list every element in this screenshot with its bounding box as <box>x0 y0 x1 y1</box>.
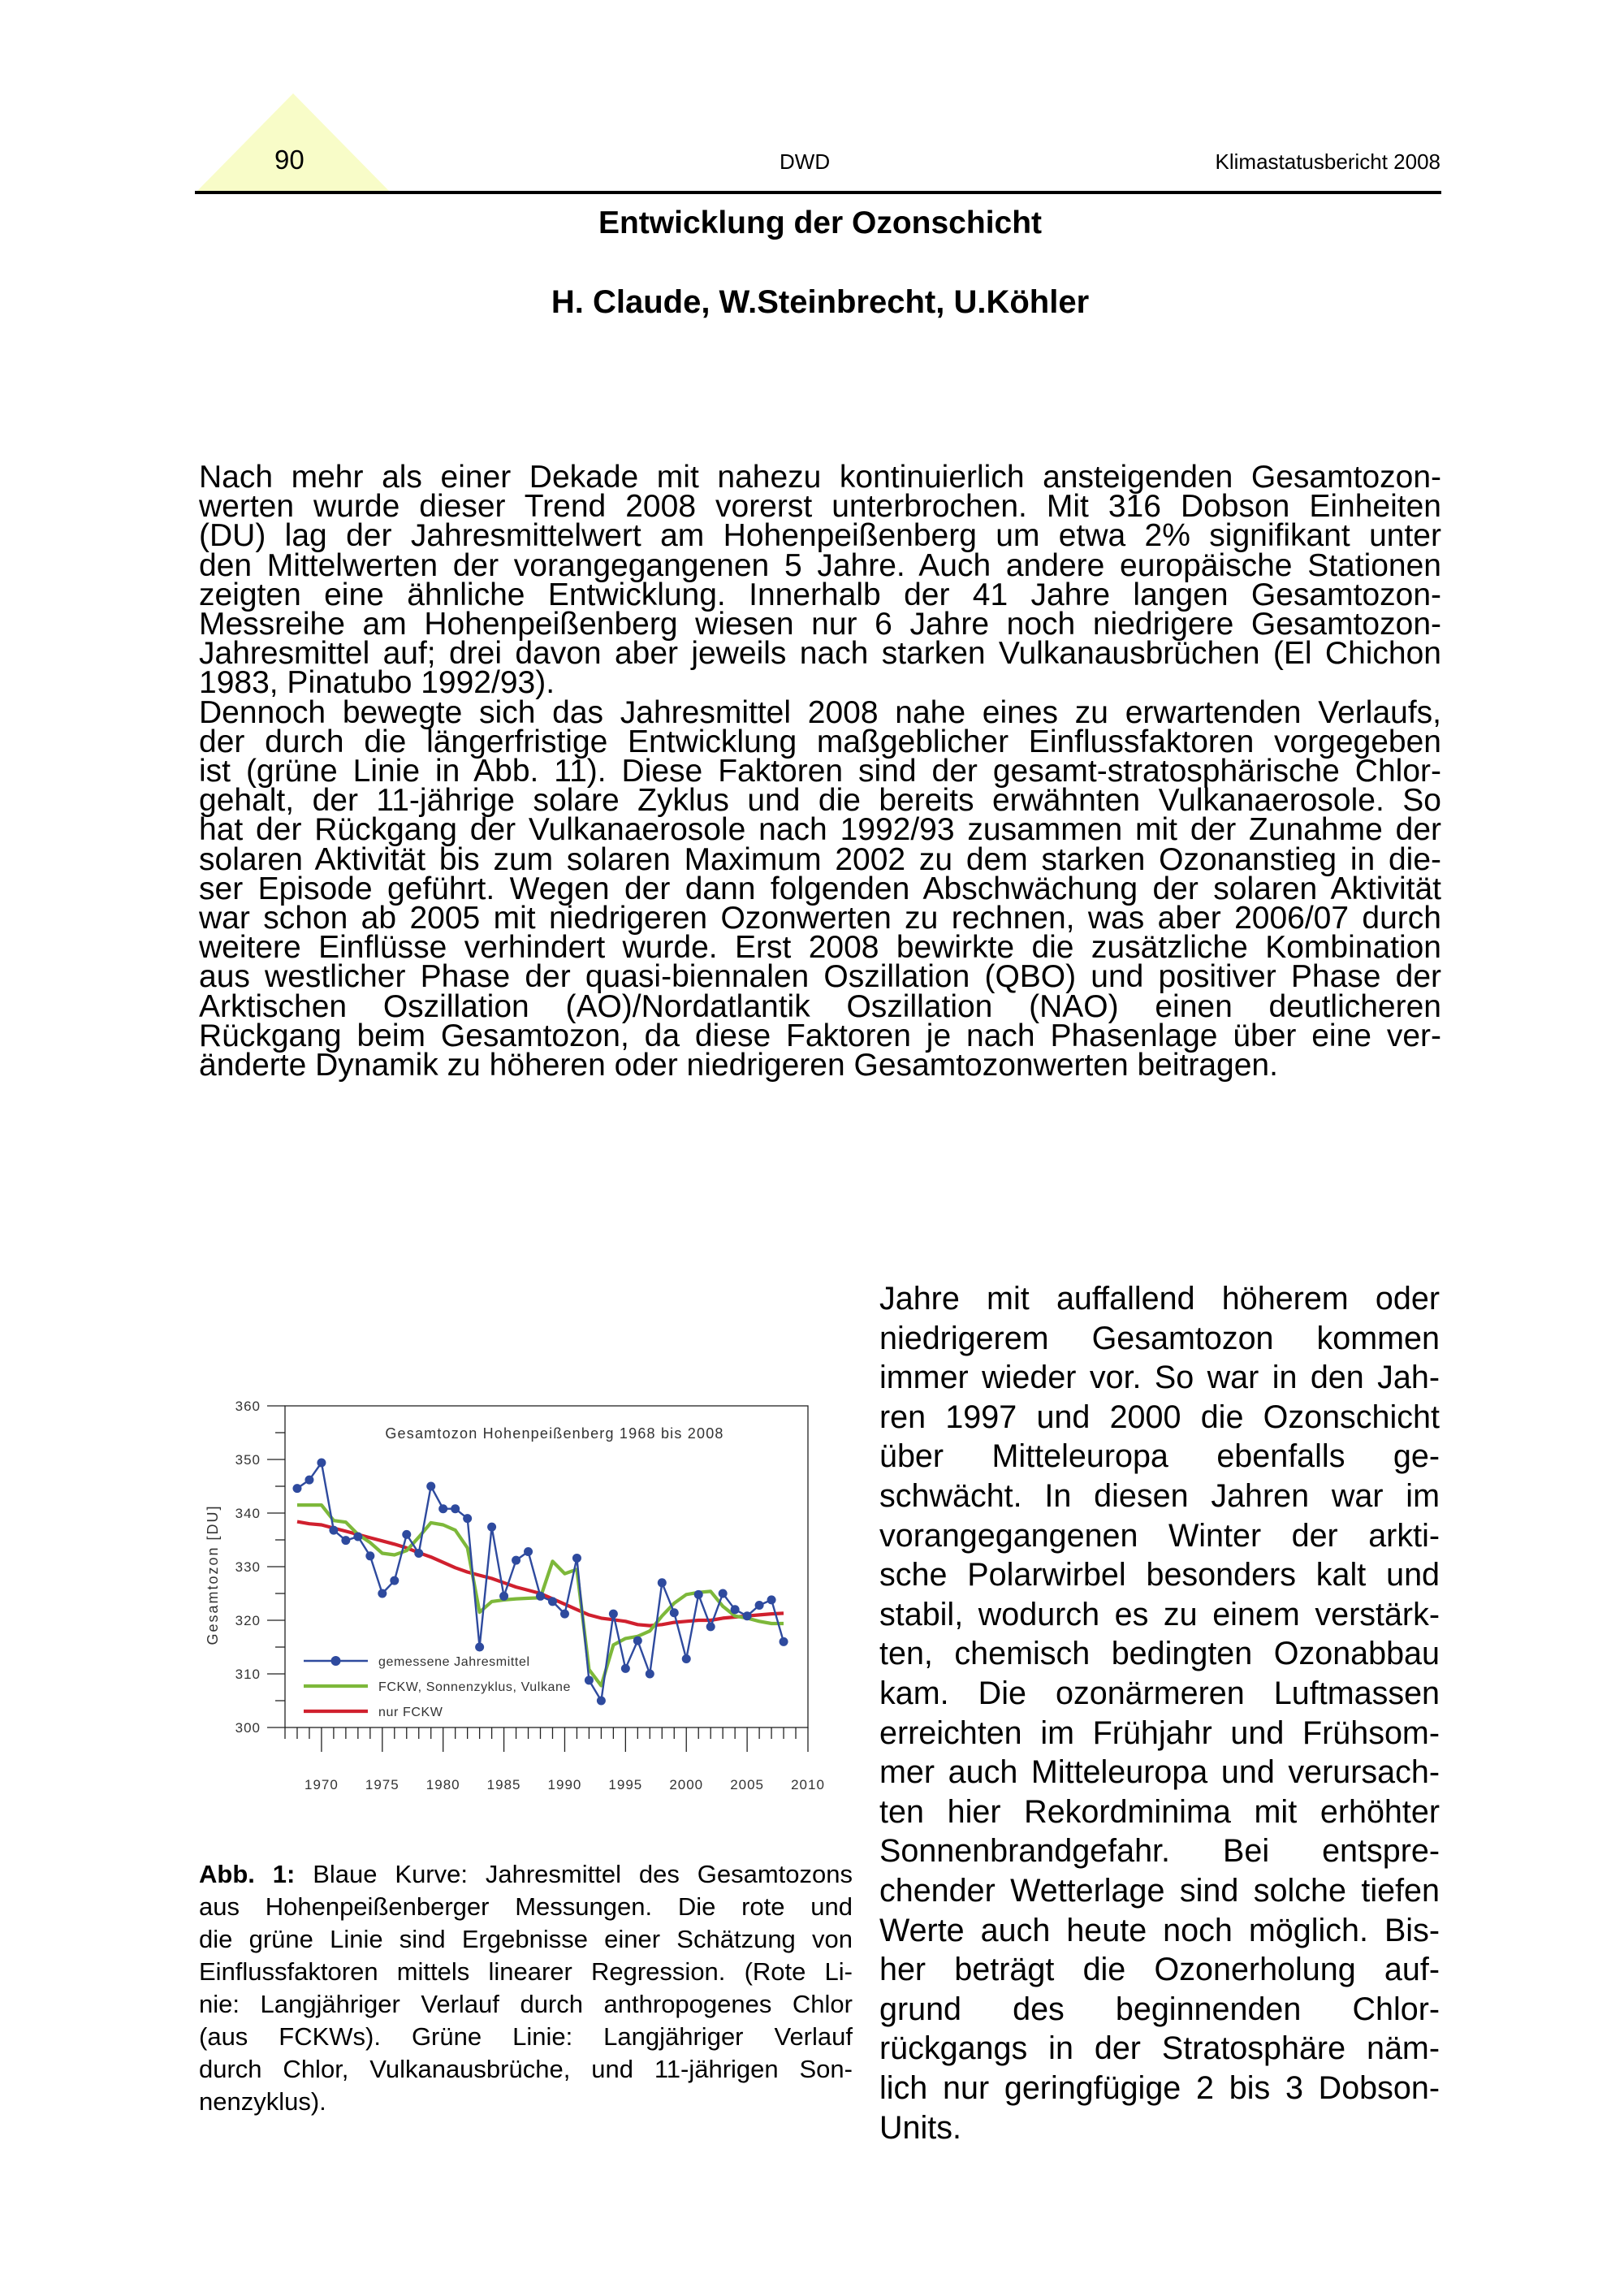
data-point <box>719 1589 728 1598</box>
data-point <box>633 1637 642 1645</box>
x-tick-label: 1995 <box>608 1777 643 1792</box>
data-point <box>512 1556 520 1565</box>
x-tick-label: 2005 <box>730 1777 765 1792</box>
right-column-line: Jahre mit auffallend höherem oder <box>879 1281 1440 1317</box>
body-line: war schon ab 2005 mit niedrigeren Ozonwerten zu rechnen, was aber 2006/07 durch <box>199 901 1441 936</box>
body-line: Nach mehr als einer Dekade mit nahezu kontinuierlich ansteigenden Gesamtozon- <box>199 460 1441 495</box>
chart-series <box>292 1458 788 1705</box>
data-point <box>341 1536 350 1545</box>
x-tick-label: 2010 <box>791 1777 825 1792</box>
body-line: werten wurde dieser Trend 2008 vorerst unterbrochen. Mit 316 Dobson Einheiten <box>199 489 1441 525</box>
y-tick-label: 310 <box>235 1667 261 1682</box>
body-line: den Mittelwerten der vorangegangenen 5 Jahre. Auch andere europäische Stationen <box>199 547 1441 583</box>
data-point <box>694 1590 703 1599</box>
data-point <box>646 1670 654 1679</box>
right-column-line: mer auch Mitteleuropa und verursach- <box>879 1754 1440 1791</box>
article-title: Entwicklung der Ozonschicht <box>598 205 1043 240</box>
right-column-line: schwächt. In diesen Jahren war im <box>879 1478 1440 1514</box>
body-line: Messreihe am Hohenpeißenberg wiesen nur 6 Jahre noch niedrigere Gesamtozon- <box>199 607 1441 642</box>
data-point <box>487 1523 496 1532</box>
right-column-line: erreichten im Frühjahr und Frühsom- <box>879 1714 1440 1751</box>
right-column-line: stabil, wodurch es zu einem verstärk- <box>879 1596 1440 1632</box>
data-point <box>743 1611 752 1620</box>
right-column-line: immer wieder vor. So war in den Jah- <box>879 1360 1440 1396</box>
caption-line: aus Hohenpeißenberger Messungen. Die rote und <box>199 1892 853 1921</box>
right-column-line: her beträgt die Ozonerholung auf- <box>879 1952 1440 1988</box>
publisher-label: DWD <box>780 149 831 174</box>
x-tick-label: 1975 <box>365 1777 400 1792</box>
data-point <box>597 1697 606 1706</box>
caption-line <box>199 1860 853 1889</box>
chart-legend <box>304 1655 571 1719</box>
x-tick-label: 1990 <box>547 1777 582 1792</box>
data-point <box>658 1578 667 1587</box>
data-point <box>402 1530 411 1539</box>
body-line: (DU) lag der Jahresmittelwert am Hohenpeißenberg um etwa 2% signifikant unter <box>199 518 1441 554</box>
page-number: 90 <box>274 145 304 175</box>
data-point <box>317 1458 326 1467</box>
body-line: Rückgang beim Gesamtozon, da diese Faktoren je nach Phasenlage über eine ver- <box>199 1018 1441 1053</box>
right-column-line: kam. Die ozonärmeren Luftmassen <box>879 1676 1440 1711</box>
caption-text: Blaue Kurve: Jahresmittel des Gesamtozons <box>295 1860 853 1888</box>
x-tick-label: 1985 <box>486 1777 521 1792</box>
data-point <box>682 1654 691 1663</box>
caption-line: die grüne Linie sind Ergebnisse einer Schätzung von <box>199 1925 853 1953</box>
data-point <box>378 1589 387 1598</box>
body-line: ist (grüne Linie in Abb. 11). Diese Faktoren sind der gesamt-stratosphärische Chlor- <box>199 754 1441 789</box>
y-tick-label: 360 <box>235 1399 261 1414</box>
series-line <box>297 1463 784 1701</box>
body-line: der durch die längerfristige Entwicklung maßgeblicher Einflussfaktoren vorgegeben <box>199 724 1441 759</box>
body-line: aus westlicher Phase der quasi-biennalen Oszillation (QBO) und positiver Phase der <box>199 959 1441 995</box>
article-authors: H. Claude, W.Steinbrecht, U.Köhler <box>551 284 1090 320</box>
body-line: 1983, Pinatubo 1992/93). <box>199 665 555 701</box>
data-point <box>414 1549 423 1558</box>
body-line: weitere Einflüsse verhindert wurde. Erst 2008 bewirkte die zusätzliche Kombination <box>199 930 1441 966</box>
body-line: gehalt, der 11-jährige solare Zyklus und die bereits erwähnten Vulkanaerosole. So <box>199 783 1441 819</box>
data-point <box>499 1592 508 1601</box>
data-point <box>609 1610 618 1619</box>
data-point <box>755 1601 764 1610</box>
data-point <box>621 1664 630 1673</box>
data-point <box>292 1484 301 1493</box>
data-point <box>390 1576 399 1585</box>
legend-label: nur FCKW <box>378 1706 443 1719</box>
data-point <box>524 1547 533 1556</box>
caption-line: Einflussfaktoren mittels linearer Regression. (Rote Li- <box>199 1957 853 1986</box>
right-column-line: ten hier Rekordminima mit erhöhter <box>879 1793 1440 1830</box>
right-column-line: vorangegangenen Winter der arkti- <box>879 1517 1440 1554</box>
ozone-chart <box>195 1381 861 1819</box>
data-point <box>560 1610 569 1619</box>
right-column-line: ren 1997 und 2000 die Ozonschicht <box>879 1399 1440 1435</box>
data-point <box>329 1526 338 1535</box>
series-line <box>297 1522 784 1626</box>
chart-axes <box>205 1399 825 1792</box>
right-column-line: niedrigerem Gesamtozon kommen <box>879 1320 1440 1356</box>
body-line: änderte Dynamik zu höheren oder niedrigeren Gesamtozonwerten beitragen. <box>199 1048 1278 1083</box>
right-column-line: über Mitteleuropa ebenfalls ge- <box>879 1438 1440 1475</box>
y-tick-label: 340 <box>235 1506 261 1521</box>
data-point <box>475 1643 484 1652</box>
x-tick-label: 1980 <box>425 1777 460 1792</box>
right-column-line: Units. <box>879 2109 961 2146</box>
data-point <box>353 1533 362 1541</box>
y-tick-label: 300 <box>235 1720 261 1736</box>
data-point <box>706 1622 715 1631</box>
report-title: Klimastatusbericht 2008 <box>1215 149 1440 174</box>
body-line: solaren Aktivität bis zum solaren Maximum 2002 zu dem starken Ozonanstieg in die- <box>199 841 1441 877</box>
caption-line: nenzyklus). <box>199 2087 326 2116</box>
y-tick-label: 350 <box>235 1452 261 1468</box>
data-point <box>767 1595 776 1604</box>
data-point <box>365 1551 374 1560</box>
y-axis-label: Gesamtozon [DU] <box>205 1504 221 1645</box>
right-column-line: Werte auch heute noch möglich. Bis- <box>879 1912 1440 1948</box>
right-column-line: chender Wetterlage sind solche tiefen <box>879 1873 1440 1909</box>
data-point <box>780 1637 788 1646</box>
right-column-line: rückgangs in der Stratosphäre näm- <box>879 2030 1440 2067</box>
caption-line: (aus FCKWs). Grüne Linie: Langjähriger Verlauf <box>199 2022 853 2051</box>
caption-line: nie: Langjähriger Verlauf durch anthropogenes Chlor <box>199 1990 853 2018</box>
page-number-marker <box>197 93 389 191</box>
data-point <box>731 1605 740 1614</box>
data-point <box>451 1504 460 1513</box>
data-point <box>536 1592 545 1601</box>
y-tick-label: 320 <box>235 1613 261 1628</box>
legend-label: gemessene Jahresmittel <box>378 1655 530 1669</box>
data-point <box>585 1676 594 1684</box>
right-column-line: Sonnenbrandgefahr. Bei entspre- <box>879 1833 1440 1870</box>
caption-line: durch Chlor, Vulkanausbrüche, und 11-jährigen Son- <box>199 2055 853 2083</box>
right-column-line: sche Polarwirbel besonders kalt und <box>879 1557 1440 1593</box>
data-point <box>426 1482 435 1491</box>
chart-title: Gesamtozon Hohenpeißenberg 1968 bis 2008 <box>385 1425 724 1442</box>
data-point <box>463 1514 472 1523</box>
data-point <box>548 1597 557 1606</box>
body-line: hat der Rückgang der Vulkanaerosole nach 1992/93 zusammen mit der Zunahme der <box>199 812 1441 848</box>
x-tick-label: 2000 <box>669 1777 704 1792</box>
data-point <box>572 1554 581 1563</box>
body-line: zeigten eine ähnliche Entwicklung. Innerhalb der 41 Jahre langen Gesamtozon- <box>199 577 1441 612</box>
data-point <box>438 1504 447 1513</box>
header-rule <box>195 191 1441 194</box>
caption-label: Abb. 1: <box>199 1860 296 1888</box>
right-column-line: grund des beginnenden Chlor- <box>879 1991 1440 2027</box>
body-line: Jahresmittel auf; drei davon aber jeweils nach starken Vulkanausbrüchen (El Chichon <box>199 636 1441 672</box>
right-column-line: lich nur geringfügige 2 bis 3 Dobson- <box>879 2070 1440 2106</box>
legend-label: FCKW, Sonnenzyklus, Vulkane <box>378 1680 572 1694</box>
y-tick-label: 330 <box>235 1559 261 1575</box>
data-point <box>670 1608 679 1617</box>
body-line: ser Episode geführt. Wegen der dann folgenden Abschwächung der solaren Aktivität <box>199 871 1441 906</box>
x-tick-label: 1970 <box>304 1777 339 1792</box>
plot-frame <box>285 1406 808 1727</box>
body-line: Dennoch bewegte sich das Jahresmittel 2008 nahe eines zu erwartenden Verlaufs, <box>199 694 1441 730</box>
body-line: Arktischen Oszillation (AO)/Nordatlantik Oszillation (NAO) einen deutlicheren <box>199 988 1441 1024</box>
right-column-line: ten, chemisch bedingten Ozonabbau <box>879 1636 1440 1672</box>
data-point <box>304 1476 313 1485</box>
